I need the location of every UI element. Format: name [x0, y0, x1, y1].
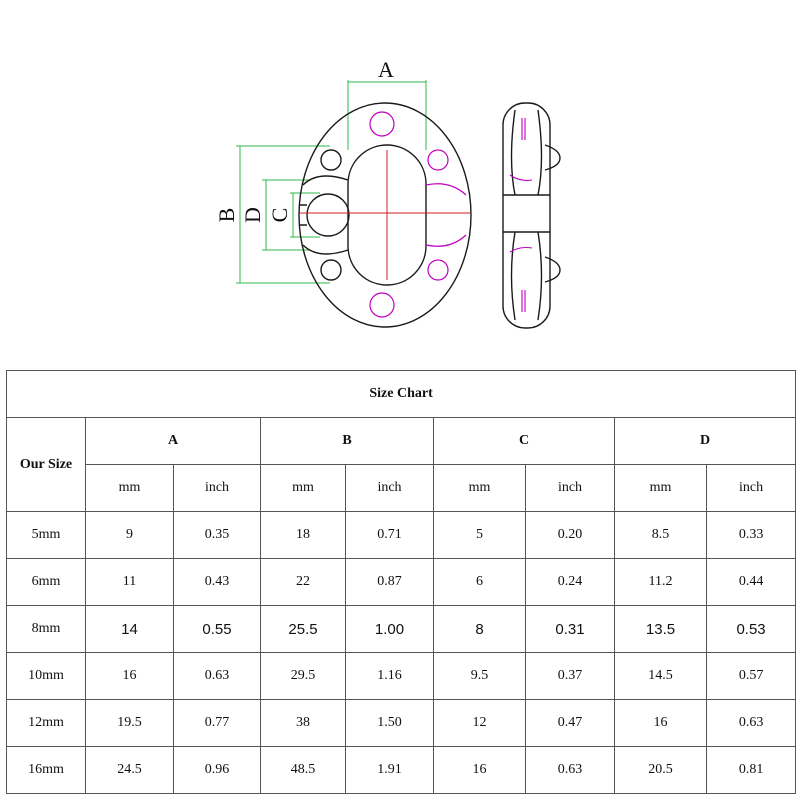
size-cell: 5mm — [7, 512, 86, 559]
value-cell: 8.5 — [615, 512, 707, 559]
our-size-header: Our Size — [7, 418, 86, 512]
value-cell: 20.5 — [615, 747, 707, 794]
value-cell: 0.81 — [707, 747, 796, 794]
header-a: A — [86, 418, 261, 465]
value-cell: 1.50 — [346, 700, 434, 747]
unit-header: mm — [615, 465, 707, 512]
value-cell: 14 — [86, 606, 174, 653]
value-cell: 0.96 — [174, 747, 261, 794]
value-cell: 0.35 — [174, 512, 261, 559]
table-body — [7, 512, 796, 794]
table-row — [7, 512, 796, 559]
label-a: A — [378, 57, 394, 82]
value-cell: 1.00 — [346, 606, 434, 653]
dimension-a — [348, 80, 426, 150]
value-cell: 48.5 — [261, 747, 346, 794]
value-cell: 38 — [261, 700, 346, 747]
header-b: B — [261, 418, 434, 465]
chain-link-diagram — [0, 0, 800, 365]
size-cell: 16mm — [7, 747, 86, 794]
size-cell: 12mm — [7, 700, 86, 747]
link-side-view — [503, 103, 560, 328]
value-cell: 11.2 — [615, 559, 707, 606]
value-cell: 16 — [615, 700, 707, 747]
value-cell: 0.87 — [346, 559, 434, 606]
value-cell: 0.31 — [526, 606, 615, 653]
table-row — [7, 747, 796, 794]
unit-header: inch — [707, 465, 796, 512]
unit-header: mm — [261, 465, 346, 512]
value-cell: 29.5 — [261, 653, 346, 700]
label-c: C — [267, 207, 292, 223]
header-d: D — [615, 418, 796, 465]
value-cell: 0.57 — [707, 653, 796, 700]
size-chart-table — [6, 370, 796, 794]
table-row — [7, 559, 796, 606]
value-cell: 0.53 — [707, 606, 796, 653]
value-cell: 1.16 — [346, 653, 434, 700]
value-cell: 16 — [434, 747, 526, 794]
value-cell: 8 — [434, 606, 526, 653]
link-side-holes — [510, 118, 532, 312]
size-cell: 10mm — [7, 653, 86, 700]
value-cell: 9.5 — [434, 653, 526, 700]
unit-header: mm — [434, 465, 526, 512]
value-cell: 0.55 — [174, 606, 261, 653]
value-cell: 24.5 — [86, 747, 174, 794]
table-row — [7, 606, 796, 653]
value-cell: 11 — [86, 559, 174, 606]
header-c: C — [434, 418, 615, 465]
label-d: D — [240, 207, 265, 223]
value-cell: 16 — [86, 653, 174, 700]
label-b: B — [214, 207, 239, 223]
value-cell: 0.63 — [174, 653, 261, 700]
value-cell: 0.20 — [526, 512, 615, 559]
table-row — [7, 700, 796, 747]
table-title: Size Chart — [7, 371, 796, 418]
size-cell: 8mm — [7, 606, 86, 653]
value-cell: 18 — [261, 512, 346, 559]
value-cell: 0.47 — [526, 700, 615, 747]
center-lines — [300, 150, 470, 280]
value-cell: 0.63 — [707, 700, 796, 747]
value-cell: 0.24 — [526, 559, 615, 606]
value-cell: 0.71 — [346, 512, 434, 559]
value-cell: 12 — [434, 700, 526, 747]
value-cell: 0.37 — [526, 653, 615, 700]
value-cell: 5 — [434, 512, 526, 559]
value-cell: 6 — [434, 559, 526, 606]
value-cell: 0.43 — [174, 559, 261, 606]
unit-header: mm — [86, 465, 174, 512]
unit-header: inch — [346, 465, 434, 512]
value-cell: 22 — [261, 559, 346, 606]
size-cell: 6mm — [7, 559, 86, 606]
table-row — [7, 653, 796, 700]
value-cell: 25.5 — [261, 606, 346, 653]
unit-header: inch — [526, 465, 615, 512]
value-cell: 14.5 — [615, 653, 707, 700]
value-cell: 0.77 — [174, 700, 261, 747]
dimension-c — [290, 193, 320, 237]
value-cell: 0.33 — [707, 512, 796, 559]
value-cell: 9 — [86, 512, 174, 559]
unit-header: inch — [174, 465, 261, 512]
value-cell: 0.44 — [707, 559, 796, 606]
value-cell: 1.91 — [346, 747, 434, 794]
value-cell: 13.5 — [615, 606, 707, 653]
value-cell: 0.63 — [526, 747, 615, 794]
value-cell: 19.5 — [86, 700, 174, 747]
